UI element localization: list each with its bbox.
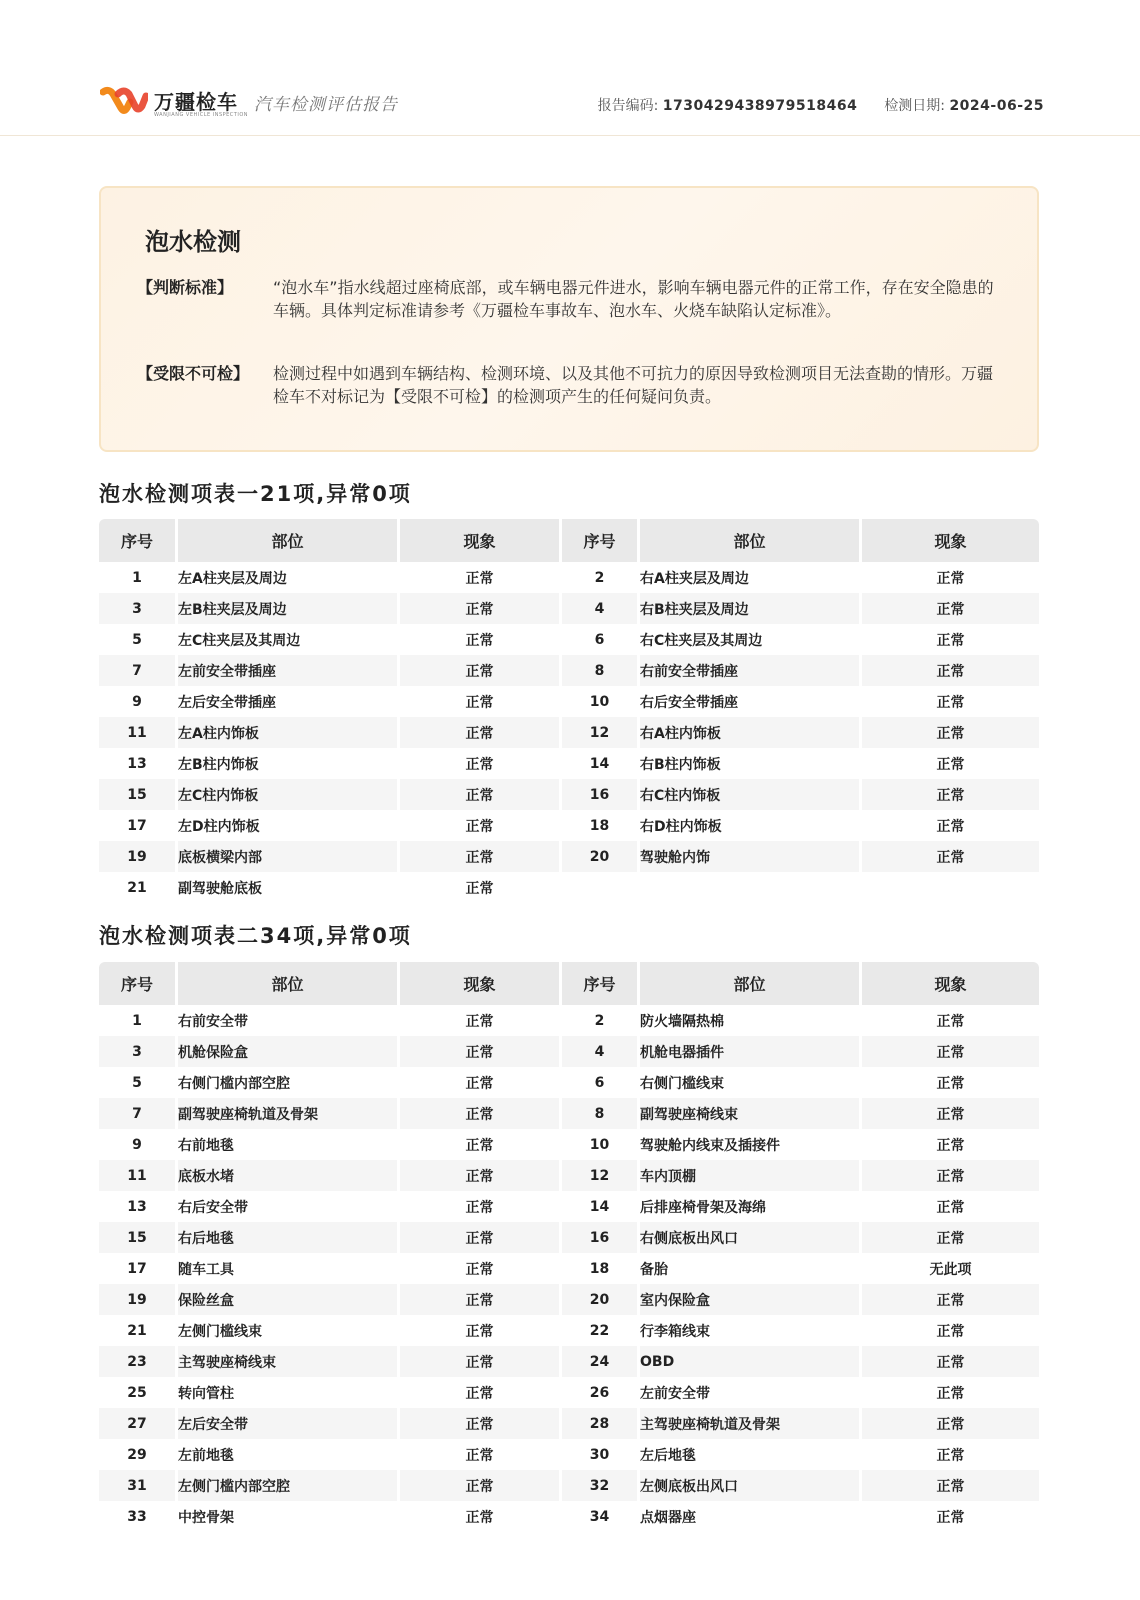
cell-status: 正常: [859, 1191, 1039, 1222]
cell-part: 右D柱内饰板: [637, 810, 859, 841]
cell-status: 正常: [397, 1346, 559, 1377]
table-row: [99, 593, 1039, 624]
cell-index: 13: [127, 1198, 147, 1215]
cell-status: 正常: [397, 1067, 559, 1098]
inspection-date: 2024-06-25: [949, 98, 1044, 114]
cell-status: 正常: [397, 1005, 559, 1036]
table-row: [99, 655, 1039, 686]
cell-part: 右前地毯: [175, 1129, 397, 1160]
table-row: [99, 810, 1039, 841]
cell-index: 11: [99, 1160, 175, 1191]
column-header-part: 部位: [637, 519, 859, 562]
cell-index: 2: [559, 562, 637, 593]
table-header-row: [99, 519, 1039, 562]
column-header-index: 序号: [99, 519, 175, 562]
cell-part: 右前安全带: [175, 1005, 397, 1036]
cell-status: 正常: [397, 1160, 559, 1191]
cell-index: 20: [559, 1284, 637, 1315]
table-row: [99, 1160, 1039, 1191]
cell-status: 正常: [397, 717, 559, 748]
cell-index: 19: [99, 841, 175, 872]
cell-index: 6: [559, 1067, 637, 1098]
column-header-status: 现象: [397, 519, 559, 562]
cell-part: 副驾驶座椅轨道及骨架: [175, 1098, 397, 1129]
column-header-index: 序号: [99, 962, 175, 1005]
cell-part: 副驾驶座椅线束: [637, 1098, 859, 1129]
brand-subtitle: WANJIANG VEHICLE INSPECTION: [154, 112, 249, 118]
cell-status: 正常: [859, 1346, 1039, 1377]
cell-status: 正常: [859, 562, 1039, 593]
cell-index: 24: [559, 1346, 637, 1377]
cell-index: 18: [559, 810, 637, 841]
cell-status: 正常: [859, 810, 1039, 841]
cell-index: 11: [99, 717, 175, 748]
cell-status: 正常: [397, 686, 559, 717]
table-row: [99, 1439, 1039, 1470]
cell-status: 正常: [859, 1129, 1039, 1160]
cell-index: 33: [127, 1508, 147, 1525]
cell-part: 车内顶棚: [637, 1160, 859, 1191]
cell-part: 左D柱内饰板: [175, 810, 397, 841]
cell-part: 左A柱夹层及周边: [175, 562, 397, 593]
table-row: [99, 1284, 1039, 1315]
cell-part: 保险丝盒: [175, 1284, 397, 1315]
cell-index: 20: [559, 841, 637, 872]
cell-part: 左B柱内饰板: [175, 748, 397, 779]
cell-part: 右B柱内饰板: [637, 748, 859, 779]
cell-part: 右A柱内饰板: [637, 717, 859, 748]
cell-status: 正常: [859, 1470, 1039, 1501]
cell-status: 正常: [397, 1315, 559, 1346]
cell-part: OBD: [637, 1346, 859, 1377]
cell-status: 正常: [397, 1501, 559, 1532]
table-row: [99, 1501, 1039, 1532]
cell-status: 正常: [859, 1036, 1039, 1067]
cell-index: 4: [559, 593, 637, 624]
report-tagline: 汽车检测评估报告: [254, 95, 398, 115]
cell-status: 正常: [859, 1315, 1039, 1346]
limited-text: 检测过程中如遇到车辆结构、检测环境、以及其他不可抗力的原因导致检测项目无法查勘的情形。万疆检车不对标记为【受限不可检】的检测项产生的任何疑问负责。: [273, 364, 994, 406]
cell-part: 左C柱夹层及其周边: [175, 624, 397, 655]
cell-index: 10: [559, 1129, 637, 1160]
table-row: [99, 624, 1039, 655]
cell-part: 底板横梁内部: [175, 841, 397, 872]
brand-name: 万疆检车: [154, 90, 238, 114]
column-header-index: 序号: [559, 519, 637, 562]
cell-part: 左侧门槛内部空腔: [175, 1470, 397, 1501]
column-header-part: 部位: [175, 519, 397, 562]
cell-part: 转向管柱: [175, 1377, 397, 1408]
criteria-panel: [99, 186, 1039, 452]
cell-index: 27: [99, 1408, 175, 1439]
cell-status: 正常: [397, 779, 559, 810]
column-header-part: 部位: [175, 962, 397, 1005]
table-row: [99, 562, 1039, 593]
cell-index: 2: [559, 1005, 637, 1036]
cell-part: 左前地毯: [175, 1439, 397, 1470]
cell-index: 15: [99, 779, 175, 810]
cell-part: 右后安全带插座: [637, 686, 859, 717]
cell-status: 正常: [397, 593, 559, 624]
cell-index: 21: [127, 879, 147, 896]
cell-part: 随车工具: [175, 1253, 397, 1284]
table-row: [99, 1346, 1039, 1377]
cell-status: 正常: [397, 1470, 559, 1501]
cell-part: 右B柱夹层及周边: [637, 593, 859, 624]
inspection-date-label: 检测日期:: [884, 98, 945, 114]
section-title: 泡水检测: [145, 228, 241, 256]
cell-part: 中控骨架: [175, 1501, 397, 1532]
cell-status: 正常: [859, 779, 1039, 810]
cell-status: 正常: [397, 1253, 559, 1284]
cell-status: 正常: [859, 1501, 1039, 1532]
cell-status: 正常: [397, 841, 559, 872]
cell-status: 正常: [397, 562, 559, 593]
cell-index: 19: [99, 1284, 175, 1315]
cell-status: 正常: [859, 1067, 1039, 1098]
table-row: [99, 686, 1039, 717]
report-meta: [598, 95, 1044, 115]
brand-logo-icon: [100, 84, 148, 118]
cell-part: 左后安全带插座: [175, 686, 397, 717]
cell-index: 12: [559, 1160, 637, 1191]
cell-index: 16: [559, 779, 637, 810]
cell-index: 8: [559, 655, 637, 686]
cell-status: 正常: [859, 1439, 1039, 1470]
table-row: [99, 1098, 1039, 1129]
cell-index: 1: [132, 1012, 142, 1029]
cell-part: 右A柱夹层及周边: [637, 562, 859, 593]
cell-status: 正常: [859, 841, 1039, 872]
cell-index: 3: [99, 1036, 175, 1067]
cell-index: 14: [559, 748, 637, 779]
table-row: [99, 872, 1039, 903]
cell-part: 左C柱内饰板: [175, 779, 397, 810]
cell-index: 7: [99, 655, 175, 686]
cell-status: 正常: [859, 686, 1039, 717]
limited-criteria: [137, 362, 1007, 408]
cell-status: 正常: [859, 1408, 1039, 1439]
cell-part: 左侧底板出风口: [637, 1470, 859, 1501]
cell-status: 正常: [397, 748, 559, 779]
report-number: 1730429438979518464: [662, 98, 858, 114]
cell-status: 正常: [397, 810, 559, 841]
cell-status: 正常: [859, 1005, 1039, 1036]
cell-status: 正常: [859, 624, 1039, 655]
table-row: [99, 1036, 1039, 1067]
cell-part: 右侧门槛线束: [637, 1067, 859, 1098]
column-header-status: 现象: [859, 519, 1039, 562]
table-row: [99, 1408, 1039, 1439]
judgement-criteria: [137, 276, 1007, 322]
cell-part: 后排座椅骨架及海绵: [637, 1191, 859, 1222]
cell-index: 1: [132, 569, 142, 586]
cell-index: 17: [127, 1260, 147, 1277]
cell-index: 30: [559, 1439, 637, 1470]
cell-index: 29: [127, 1446, 147, 1463]
cell-part: 右后地毯: [175, 1222, 397, 1253]
cell-status: 正常: [859, 593, 1039, 624]
cell-index: 9: [132, 1136, 142, 1153]
table-row: [99, 779, 1039, 810]
cell-part: 防火墙隔热棉: [637, 1005, 859, 1036]
cell-status: 正常: [397, 1098, 559, 1129]
cell-part: 备胎: [637, 1253, 859, 1284]
cell-status: 正常: [859, 748, 1039, 779]
cell-part: 左后地毯: [637, 1439, 859, 1470]
cell-part: 底板水堵: [175, 1160, 397, 1191]
cell-status: 正常: [397, 1439, 559, 1470]
cell-status: 正常: [397, 1036, 559, 1067]
cell-part: 副驾驶舱底板: [175, 872, 397, 903]
inspection-table-1: [99, 519, 1039, 903]
cell-status: 正常: [859, 1377, 1039, 1408]
judgement-text: “泡水车”指水线超过座椅底部，或车辆电器元件进水，影响车辆电器元件的正常工作，存在安全隐患的车辆。具体判定标准请参考《万疆检车事故车、泡水车、火烧车缺陷认定标准》。: [273, 278, 994, 320]
cell-status: 正常: [397, 655, 559, 686]
cell-status: 正常: [397, 872, 559, 903]
judgement-label: 【判断标准】: [137, 278, 234, 297]
cell-part: 左前安全带插座: [175, 655, 397, 686]
cell-part: 驾驶舱内线束及插接件: [637, 1129, 859, 1160]
cell-index: 21: [127, 1322, 147, 1339]
cell-part: 左A柱内饰板: [175, 717, 397, 748]
cell-part: 右前安全带插座: [637, 655, 859, 686]
cell-index: 15: [99, 1222, 175, 1253]
cell-status: 正常: [397, 1408, 559, 1439]
cell-index: 23: [99, 1346, 175, 1377]
cell-part: 室内保险盒: [637, 1284, 859, 1315]
table1-title: 泡水检测项表一21项,异常0项: [99, 482, 412, 506]
cell-part: 左侧门槛线束: [175, 1315, 397, 1346]
cell-index: 5: [132, 631, 142, 648]
table-row: [99, 1253, 1039, 1284]
cell-part: 右后安全带: [175, 1191, 397, 1222]
cell-index: [559, 872, 637, 903]
cell-part: 点烟器座: [637, 1501, 859, 1532]
limited-label: 【受限不可检】: [137, 364, 250, 383]
cell-part: 主驾驶座椅轨道及骨架: [637, 1408, 859, 1439]
cell-index: 32: [559, 1470, 637, 1501]
table-row: [99, 1129, 1039, 1160]
column-header-status: 现象: [397, 962, 559, 1005]
table-row: [99, 1470, 1039, 1501]
cell-status: 正常: [859, 717, 1039, 748]
cell-status: 正常: [397, 624, 559, 655]
cell-status: 正常: [397, 1191, 559, 1222]
table-row: [99, 1067, 1039, 1098]
cell-index: 7: [99, 1098, 175, 1129]
column-header-status: 现象: [859, 962, 1039, 1005]
cell-part: 左后安全带: [175, 1408, 397, 1439]
cell-status: 正常: [397, 1222, 559, 1253]
cell-part: [637, 872, 859, 903]
cell-status: 正常: [859, 1098, 1039, 1129]
inspection-table-2: [99, 962, 1039, 1532]
cell-status: 正常: [397, 1377, 559, 1408]
column-header-part: 部位: [637, 962, 859, 1005]
cell-index: 12: [559, 717, 637, 748]
cell-part: 机舱电器插件: [637, 1036, 859, 1067]
cell-index: 8: [559, 1098, 637, 1129]
cell-index: 25: [127, 1384, 147, 1401]
cell-index: 34: [559, 1501, 637, 1532]
cell-index: 6: [559, 624, 637, 655]
cell-part: 驾驶舱内饰: [637, 841, 859, 872]
cell-part: 左B柱夹层及周边: [175, 593, 397, 624]
cell-index: 5: [132, 1074, 142, 1091]
cell-index: 14: [559, 1191, 637, 1222]
table-row: [99, 748, 1039, 779]
cell-index: 4: [559, 1036, 637, 1067]
cell-index: 18: [559, 1253, 637, 1284]
cell-status: [859, 872, 1039, 903]
table2-title: 泡水检测项表二34项,异常0项: [99, 924, 412, 948]
cell-index: 13: [127, 755, 147, 772]
cell-status: 正常: [397, 1284, 559, 1315]
cell-index: 31: [99, 1470, 175, 1501]
cell-part: 右侧底板出风口: [637, 1222, 859, 1253]
column-header-index: 序号: [559, 962, 637, 1005]
cell-part: 右C柱内饰板: [637, 779, 859, 810]
cell-part: 主驾驶座椅线束: [175, 1346, 397, 1377]
table-row: [99, 1005, 1039, 1036]
cell-part: 右侧门槛内部空腔: [175, 1067, 397, 1098]
cell-part: 行李箱线束: [637, 1315, 859, 1346]
cell-status: 无此项: [859, 1253, 1039, 1284]
cell-index: 9: [132, 693, 142, 710]
cell-index: 16: [559, 1222, 637, 1253]
cell-index: 3: [99, 593, 175, 624]
cell-index: 22: [559, 1315, 637, 1346]
cell-part: 右C柱夹层及其周边: [637, 624, 859, 655]
cell-status: 正常: [859, 1222, 1039, 1253]
cell-part: 机舱保险盒: [175, 1036, 397, 1067]
cell-part: 左前安全带: [637, 1377, 859, 1408]
cell-status: 正常: [859, 655, 1039, 686]
table-row: [99, 841, 1039, 872]
table-row: [99, 1315, 1039, 1346]
report-number-label: 报告编码:: [597, 98, 659, 114]
table-row: [99, 717, 1039, 748]
table-row: [99, 1191, 1039, 1222]
table-header-row: [99, 962, 1039, 1005]
cell-status: 正常: [397, 1129, 559, 1160]
cell-index: 10: [559, 686, 637, 717]
cell-index: 28: [559, 1408, 637, 1439]
cell-status: 正常: [859, 1160, 1039, 1191]
cell-index: 26: [559, 1377, 637, 1408]
table-row: [99, 1222, 1039, 1253]
cell-index: 17: [127, 817, 147, 834]
report-header: [0, 0, 1140, 136]
cell-status: 正常: [859, 1284, 1039, 1315]
table-row: [99, 1377, 1039, 1408]
